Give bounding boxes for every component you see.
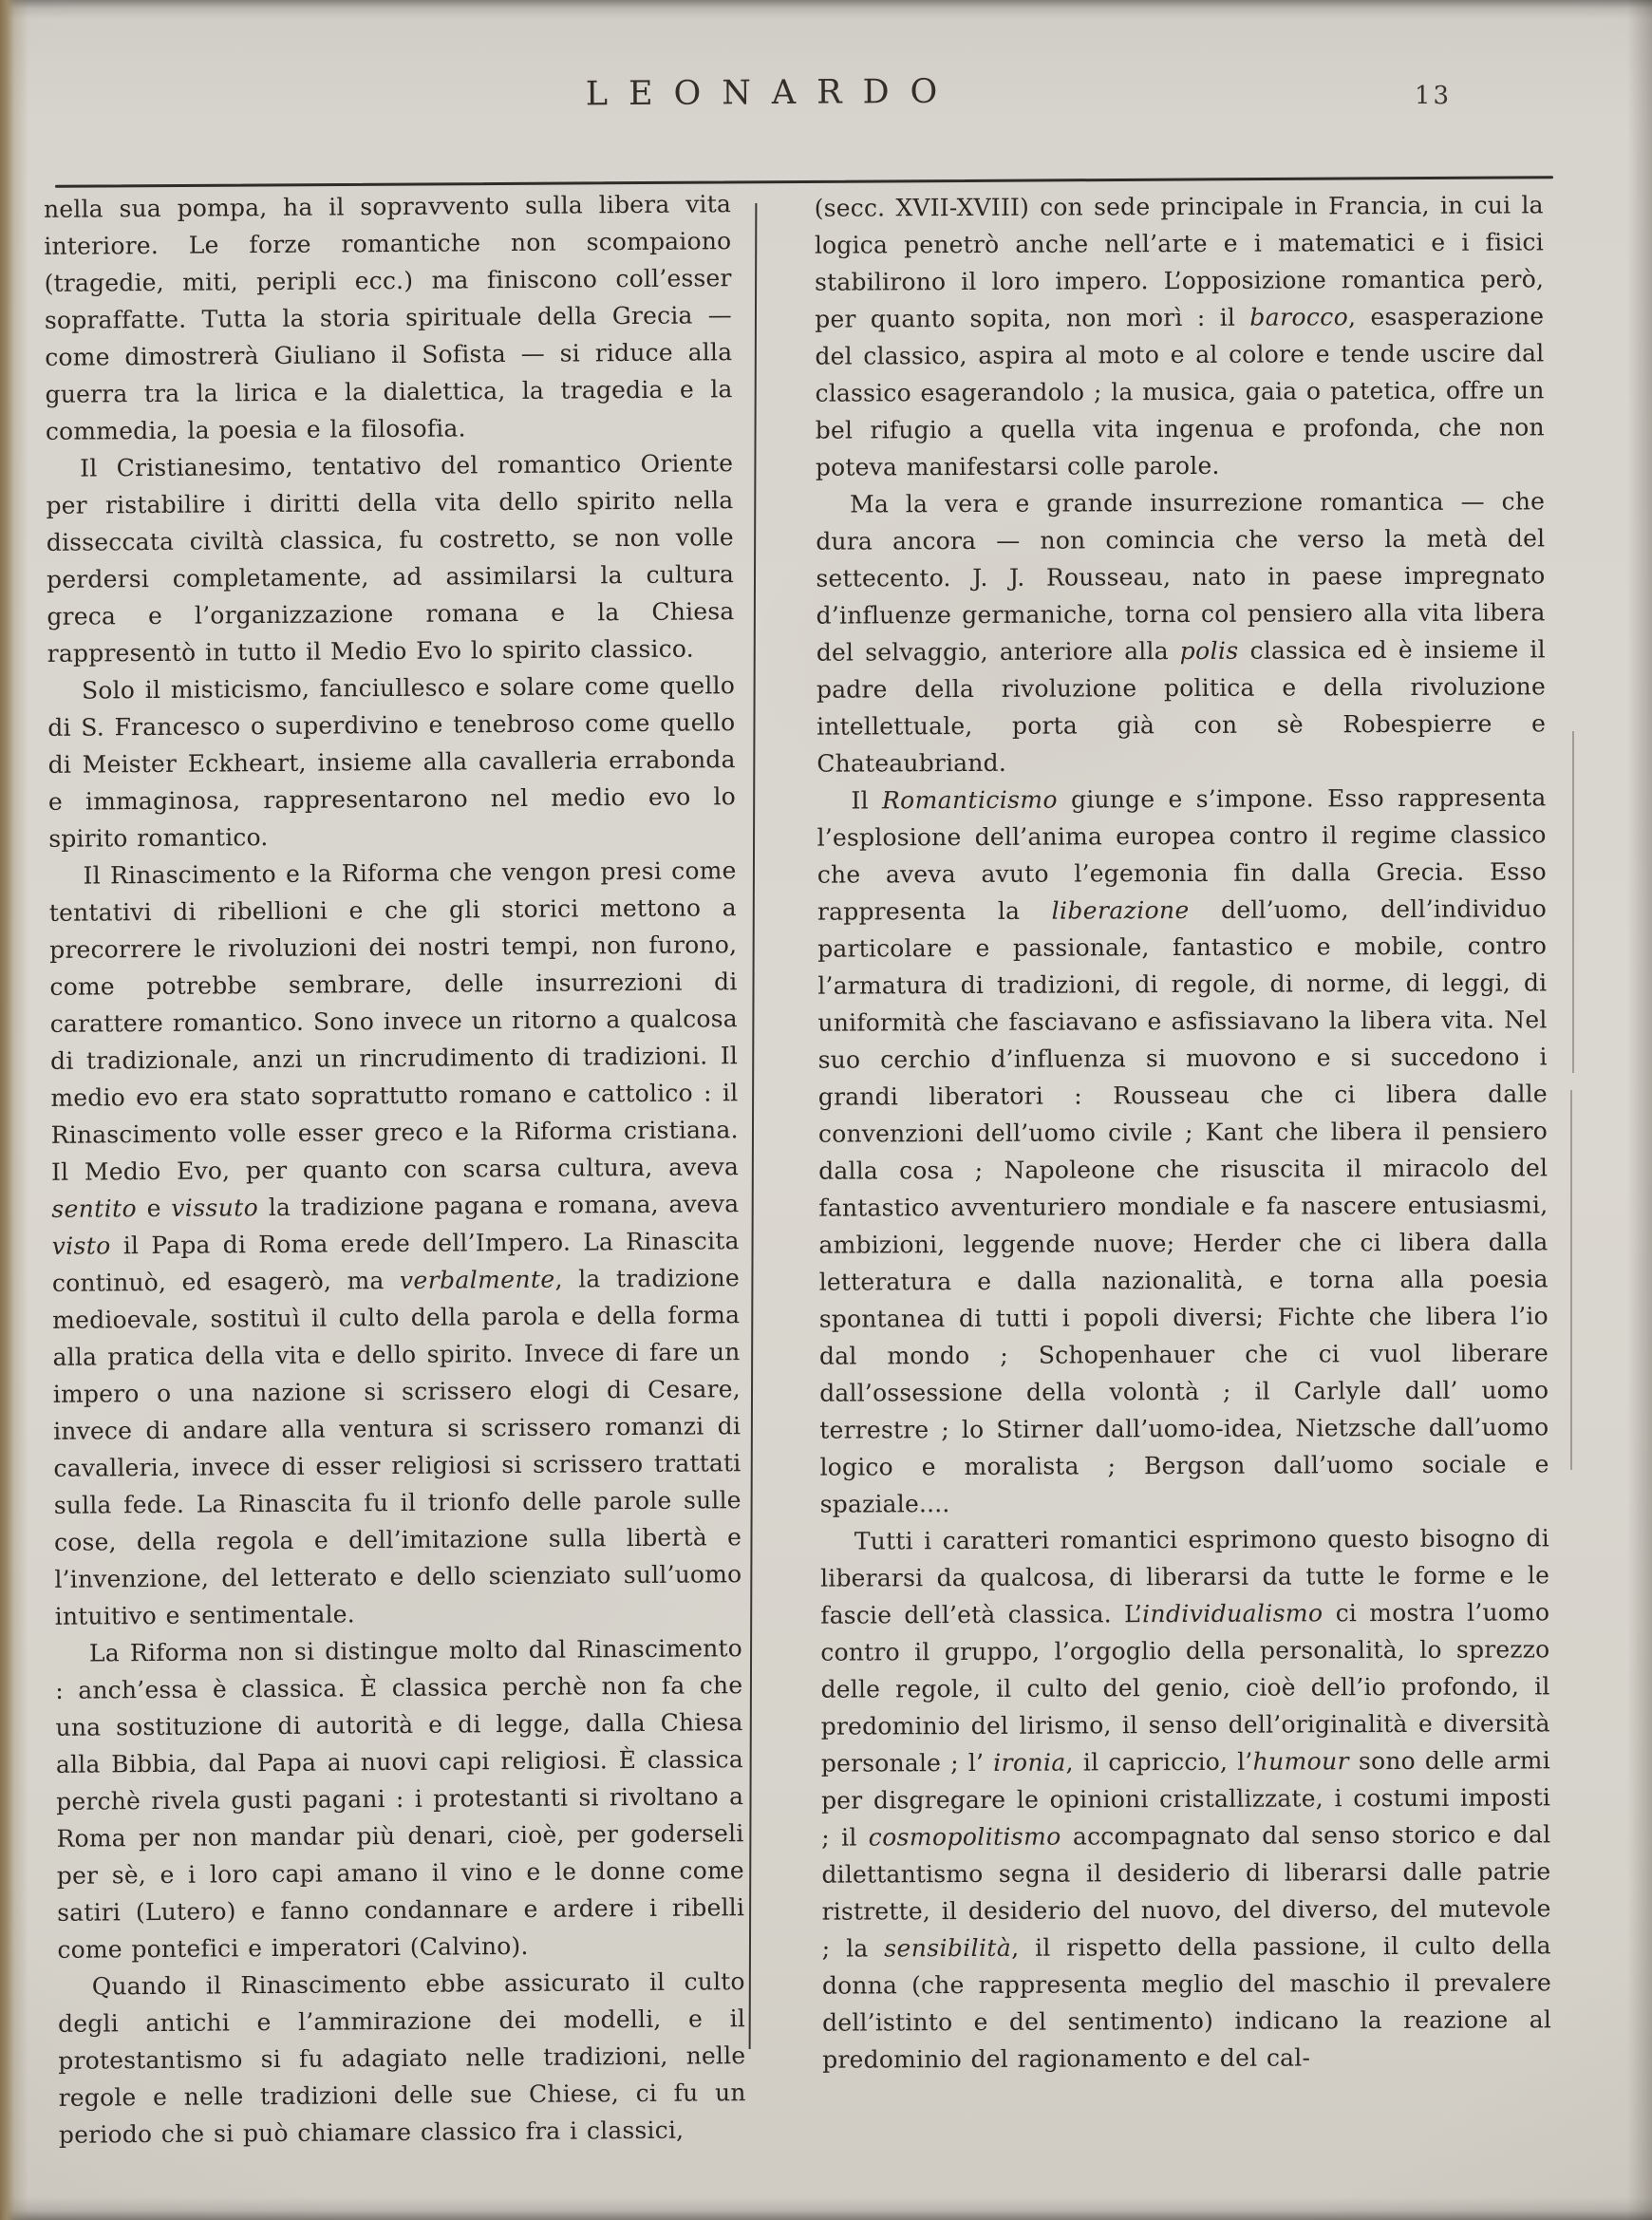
page-number: 13 — [1415, 82, 1453, 110]
right-column — [815, 186, 1552, 2078]
left-column — [44, 185, 746, 2154]
paragraph: nella sua pompa, ha il sopravvento sulla libera vita interiore. Le forze romantiche non scompaiono (tragedie, miti, peripli ecc.) ma finiscono coll’esser sopraffatte. Tutta la storia spirituale della Grecia — come dimostrerà Giuliano il Sofista — si riduce alla guerra tra la lirica e la dialettica, la tragedia e la commedia, la poesia e la filosofia. — [43, 190, 733, 445]
paragraph: Il Rinascimento e la Riforma che vengon presi come tentativi di ribellioni e che gli storici mettono a precorrere le rivoluzioni dei nostri tempi, non furono, come potrebbe sembrare, delle insurrezioni di carattere romantico. Sono invece un ritorno a qualcosa di tradizionale, anzi un rincrudimento di tradizioni. Il medio evo era stato soprattutto romano e cattolico : il Rinascimento volle esser greco e la Riforma cristiana. Il Medio Evo, per quanto con scarsa cultura, aveva sentito e vissuto la tradizione pagana e romana, aveva visto il Papa di Roma erede dell’Impero. La Rinascita continuò, ed esagerò, ma verbalmente, la tradizione medioevale, sostituì il culto della parola e della forma alla pratica della vita e dello spirito. Invece di fare un impero o una nazione si scrissero elogi di Cesare, invece di andare alla ventura si scrissero romanzi di cavalleria, invece di esser religiosi si scrissero trattati sulla fede. La Rinascita fu il trionfo delle parole sulle cose, della regola e dell’imitazione sulla libertà e l’invenzione, del letterato e dello scienziato sull’uomo intuitivo e sentimentale. — [48, 856, 742, 1630]
paragraph: La Riforma non si distingue molto dal Rinascimento : anch’essa è classica. È classica perchè non fa che una sostituzione di autorità e di legge, dalla Chiesa alla Bibbia, dal Papa ai nuovi capi religiosi. È classica perchè rivela gusti pagani : i protestanti si rivoltano a Roma per non mandar più denari, cioè, per goderseli per sè, e i loro capi amano il vino e le donne come satiri (Lutero) e fanno condannare e ardere i ribelli come pontefici e imperatori (Calvino). — [55, 1634, 745, 1964]
page-edge-mark — [1570, 1090, 1572, 1470]
paragraph: Ma la vera e grande insurrezione romantica — che dura ancora — non comincia che verso la metà del settecento. J. J. Rousseau, nato in paese impregnato d’influenze germaniche, torna col pensiero alla vita libera del selvaggio, anteriore alla polis classica ed è insieme il padre della rivoluzione politica e della rivoluzione intellettuale, porta già con sè Robespierre e Chateaubriand. — [816, 487, 1547, 778]
column-divider — [749, 203, 758, 2049]
paragraph: Solo il misticismo, fanciullesco e solare come quello di S. Francesco o superdivino e tenebroso come quello di Meister Eckheart, insieme alla cavalleria errabonda e immaginosa, rappresentarono nel medio evo lo spirito romantico. — [47, 671, 737, 853]
paragraph: Il Cristianesimo, tentativo del romantico Oriente per ristabilire i diritti della vita dello spirito nella disseccata civiltà classica, fu costretto, se non volle perdersi completamente, ad assimilarsi la cultura greca e l’organizzazione romana e la Chiesa rappresentò in tutto il Medio Evo lo spirito classico. — [46, 449, 735, 668]
journal-title: LEONARDO — [585, 72, 959, 114]
page-edge-mark — [1572, 731, 1574, 1073]
paragraph: Il Romanticismo giunge e s’impone. Esso rappresenta l’esplosione dell’anima europea contro il regime classico che aveva avuto l’egemonia fin dalla Grecia. Esso rappresenta la liberazione dell’uomo, dell’individuo particolare e passionale, fantastico e mobile, contro l’armatura di tradizioni, di regole, di norme, di leggi, di uniformità che fasciavano e asfissiavano la libera vita. Nel suo cerchio d’influenza si muovono e si succedono i grandi liberatori : Rousseau che ci libera dalle convenzioni dell’uomo civile ; Kant che libera il pensiero dalla cosa ; Napoleone che risuscita il miracolo del fantastico avventuriero mondiale e fa nascere entusiasmi, ambizioni, leggende nuove; Herder che ci libera dalla letteratura e dalla nazionalità, e torna alla poesia spontanea di tutti i popoli diversi; Fichte che libera l’io dal mondo ; Schopenhauer che ci vuol liberare dall’ossessione della volontà ; il Carlyle dall’ uomo terrestre ; lo Stirner dall’uomo-idea, Nietzsche dall’uomo logico e moralista ; Bergson dall’uomo sociale e spaziale.... — [817, 783, 1549, 1518]
paragraph: Quando il Rinascimento ebbe assicurato il culto degli antichi e l’ammirazione dei modelli, e il protestantismo si fu adagiato nelle tradizioni, nelle regole e nelle tradizioni delle sue Chiese, ci fu un periodo che si può chiamare classico fra i classici, — [57, 1967, 746, 2149]
paragraph: (secc. XVII-XVIII) con sede principale in Francia, in cui la logica penetrò anche nell’arte e i matematici e i fisici stabilirono il loro impero. L’opposizione romantica però, per quanto sopita, non morì : il barocco, esasperazione del classico, aspira al moto e al colore e tende uscire dal classico esagerandolo ; la musica, gaia o patetica, offre un bel rifugio a quella vita ingenua e profonda, che non poteva manifestarsi colle parole. — [814, 191, 1545, 481]
header-rule — [55, 176, 1553, 188]
paragraph: Tutti i caratteri romantici esprimono questo bisogno di liberarsi da qualcosa, di liberarsi da tutte le forme e le fascie dell’età classica. L’individualismo ci mostra l’uomo contro il gruppo, l’orgoglio della personalità, lo sprezzo delle regole, il culto del genio, cioè dell’io profondo, il predominio del lirismo, il senso dell’originalità e diversità personale ; l’ ironia, il capriccio, l’humour sono delle armi per disgregare le opinioni cristallizzate, i costumi imposti ; il cosmopolitismo accompagnato dal senso storico e dal dilettantismo segna il desiderio di liberarsi dalle patrie ristrette, il desiderio del nuovo, del diverso, del mutevole ; la sensibilità, il rispetto della passione, il culto della donna (che rappresenta meglio del maschio il prevalere dell’istinto e del sentimento) indicano la reazione al predominio del ragionamento e del cal- — [819, 1524, 1552, 2074]
